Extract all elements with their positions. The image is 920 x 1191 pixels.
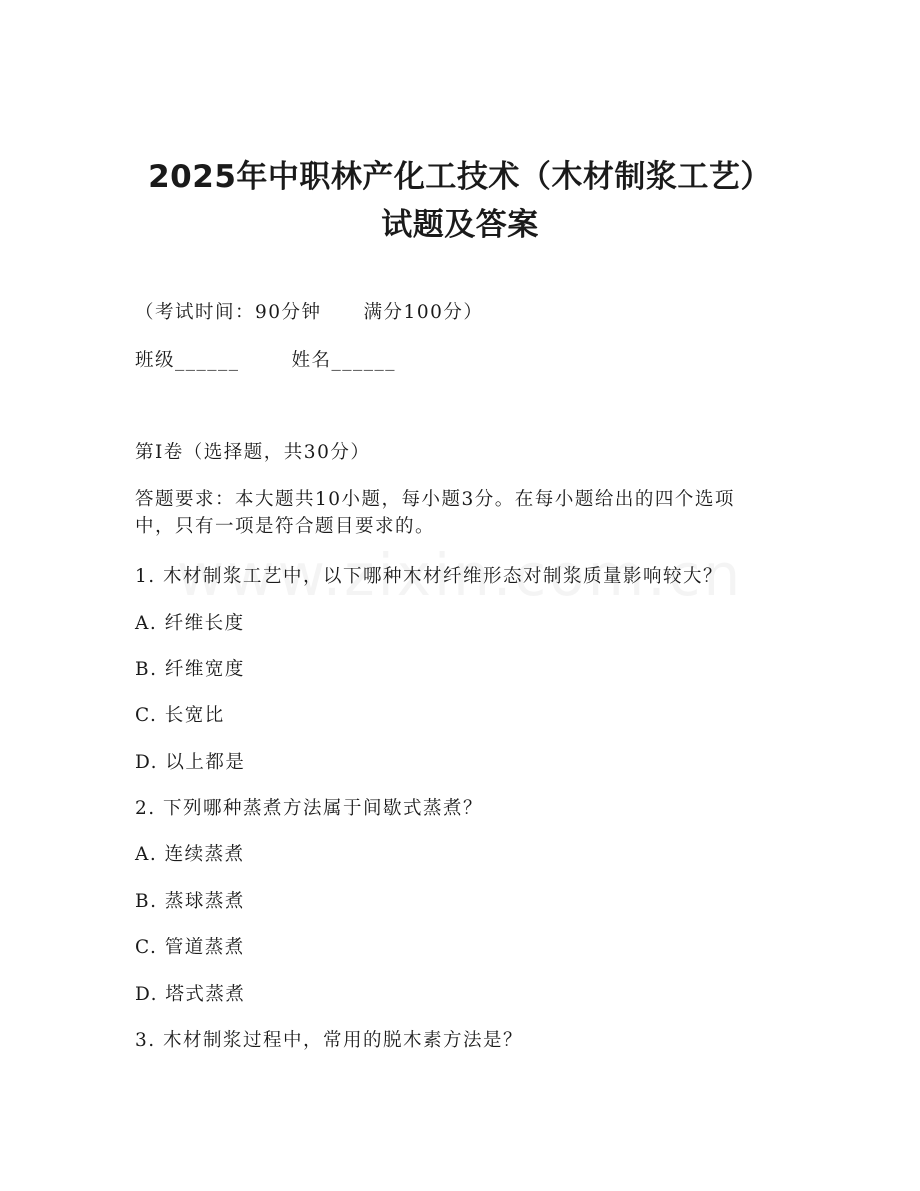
class-field: 班级______	[135, 350, 240, 371]
question-1-option-a: A. 纤维长度	[135, 613, 245, 634]
full-score: 满分100分）	[363, 302, 484, 323]
question-1-stem: 1. 木材制浆工艺中，以下哪种木材纤维形态对制浆质量影响较大？	[135, 566, 724, 587]
title-line-1: 2025年中职林产化工技术（木材制浆工艺）	[148, 159, 772, 195]
student-info	[135, 352, 396, 371]
question-2-option-a: A. 连续蒸煮	[135, 844, 245, 865]
question-3-stem: 3. 木材制浆过程中，常用的脱木素方法是？	[135, 1030, 524, 1051]
exam-info	[135, 304, 483, 323]
name-field: 姓名______	[291, 350, 397, 371]
question-2-stem: 2. 下列哪种蒸煮方法属于间歇式蒸煮？	[135, 798, 484, 819]
question-2-option-c: C. 管道蒸煮	[135, 937, 245, 958]
question-1-option-b: B. 纤维宽度	[135, 659, 245, 680]
instructions-line-1: 答题要求：本大题共10小题，每小题3分。在每小题给出的四个选项	[135, 489, 735, 510]
part-heading: 第I卷（选择题，共30分）	[135, 442, 371, 463]
question-1-option-d: D. 以上都是	[135, 752, 246, 773]
title-line-2: 试题及答案	[381, 207, 539, 243]
question-2-option-d: D. 塔式蒸煮	[135, 984, 246, 1005]
exam-time: （考试时间：90分钟	[135, 302, 322, 323]
instructions-line-2: 中，只有一项是符合题目要求的。	[135, 516, 436, 537]
question-1-option-c: C. 长宽比	[135, 705, 225, 726]
question-2-option-b: B. 蒸球蒸煮	[135, 891, 245, 912]
